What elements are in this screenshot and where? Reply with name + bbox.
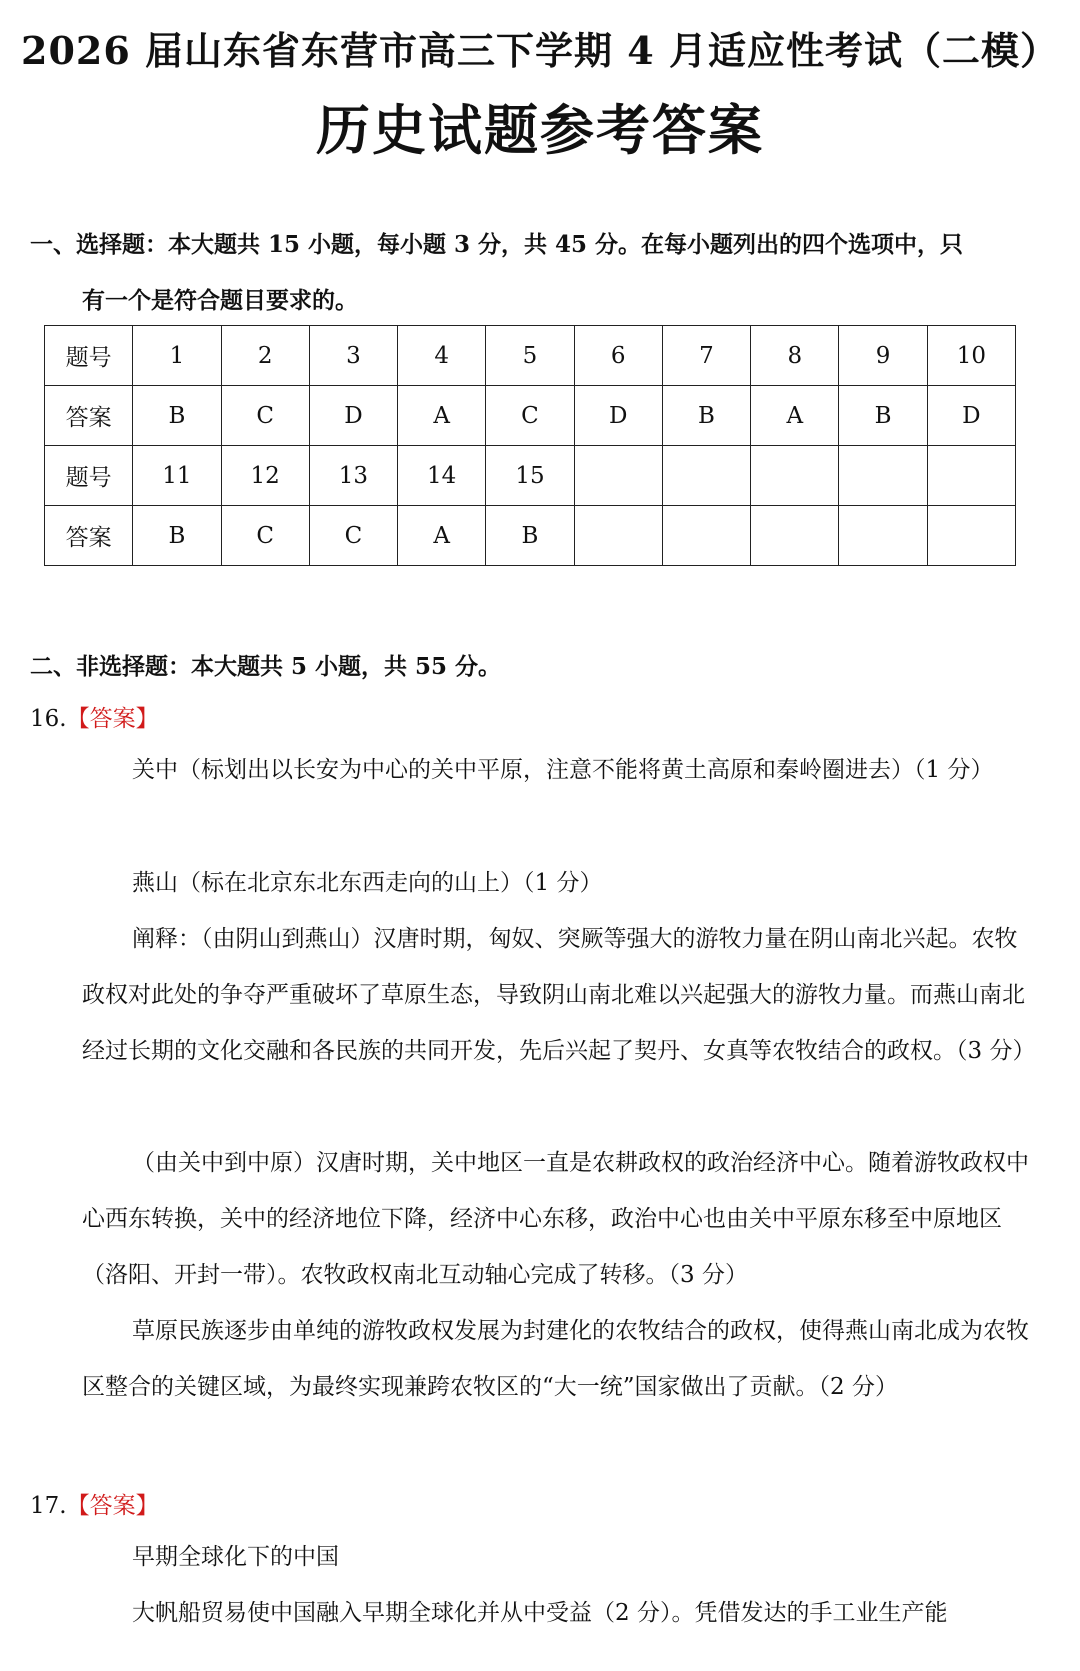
table-row [45,446,1016,506]
question-number: 16. [30,706,67,732]
table-cell [751,506,839,566]
row-header-cell: 题号 [45,326,133,386]
q16-paragraph-1: 关中（标划出以长安为中心的关中平原，注意不能将黄土高原和秦岭圈进去）（1 分） [132,757,994,783]
table-cell [839,446,927,506]
table-cell: B [486,506,574,566]
table-cell: A [398,386,486,446]
table-cell: 3 [309,326,397,386]
row-header-cell: 答案 [45,506,133,566]
table-cell [574,446,662,506]
q17-paragraph-2: 大帆船贸易使中国融入早期全球化并从中受益（2 分）。凭借发达的手工业生产能 [132,1600,948,1626]
q16-paragraph-2: 燕山（标在北京东北东西走向的山上）（1 分） [132,870,603,896]
table-cell: B [133,386,221,446]
table-cell: 12 [221,446,309,506]
q16-paragraph-5: 草原民族逐步由单纯的游牧政权发展为封建化的农牧结合的政权，使得燕山南北成为农牧区整合的关键区域，为最终实现兼跨农牧区的“大一统”国家做出了贡献。（2 分） [82,1318,1029,1400]
table-cell: B [662,386,750,446]
q16-paragraph-3: 阐释：（由阴山到燕山）汉唐时期，匈奴、突厥等强大的游牧力量在阴山南北兴起。农牧政权对此处的争夺严重破坏了草原生态，导致阴山南北难以兴起强大的游牧力量。而燕山南北经过长期的文化交融和各民族的共同开发，先后兴起了契丹、女真等农牧结合的政权。（3 分） [82,926,1036,1064]
table-cell: D [927,386,1015,446]
table-row [45,506,1016,566]
question-17-label [30,1487,159,1520]
table-cell: 10 [927,326,1015,386]
row-header-cell: 答案 [45,386,133,446]
table-cell: 7 [662,326,750,386]
answer-table [44,325,1016,566]
table-row [45,326,1016,386]
table-cell: 14 [398,446,486,506]
table-cell [574,506,662,566]
exam-title: 2026 届山东省东营市高三下学期 4 月适应性考试（二模） [21,28,1059,73]
table-cell: 13 [309,446,397,506]
table-cell: B [839,386,927,446]
q16-paragraph-4: （由关中到中原）汉唐时期，关中地区一直是农耕政权的政治经济中心。随着游牧政权中心西东转换，关中的经济地位下降，经济中心东移，政治中心也由关中平原东移至中原地区（洛阳、开封一带）。农牧政权南北互动轴心完成了转移。（3 分） [82,1150,1029,1288]
answer-tag: 【答案】 [66,706,159,732]
question-16-label [30,700,159,733]
section2-heading: 二、非选择题：本大题共 5 小题，共 55 分。 [30,653,502,680]
table-cell: 1 [133,326,221,386]
row-header-cell: 题号 [45,446,133,506]
table-cell: 5 [486,326,574,386]
table-cell: C [221,506,309,566]
section1-heading-line1: 一、选择题：本大题共 15 小题，每小题 3 分，共 45 分。在每小题列出的四个选项中，只 [30,231,964,258]
table-row [45,386,1016,446]
section1-heading-line2: 有一个是符合题目要求的。 [82,287,358,314]
table-cell [927,446,1015,506]
table-cell: 9 [839,326,927,386]
table-cell [839,506,927,566]
table-cell: D [309,386,397,446]
table-cell [662,446,750,506]
answer-tag: 【答案】 [66,1493,159,1519]
q17-paragraph-1: 早期全球化下的中国 [132,1544,339,1570]
table-cell: 6 [574,326,662,386]
table-cell: 8 [751,326,839,386]
question-number: 17. [30,1493,67,1519]
table-cell: 2 [221,326,309,386]
table-cell: A [751,386,839,446]
table-cell: 11 [133,446,221,506]
exam-subtitle: 历史试题参考答案 [316,98,764,162]
table-cell: C [486,386,574,446]
table-cell: C [309,506,397,566]
table-cell: B [133,506,221,566]
table-cell: 15 [486,446,574,506]
table-cell [751,446,839,506]
table-cell: C [221,386,309,446]
table-cell [662,506,750,566]
table-cell: D [574,386,662,446]
table-cell [927,506,1015,566]
table-cell: 4 [398,326,486,386]
table-cell: A [398,506,486,566]
